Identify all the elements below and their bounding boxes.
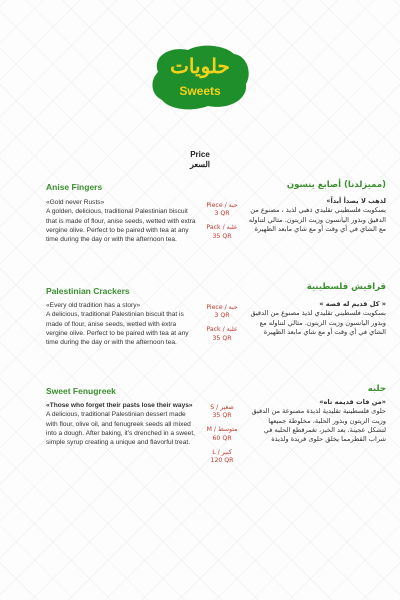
item-title-en: Palestinian Crackers (46, 286, 130, 296)
price-unit: Piece / حبة (206, 202, 238, 209)
price-unit: L / كبير (212, 448, 232, 456)
price-unit: Piece / حبة (206, 304, 238, 311)
item-desc-en: A delicious, traditional Palestinian dessert made with flour, olive oil, and fenugreek seeds all mixed into a dough. After baking, it's drenched in a sweet, simple syrup creating a unique and flavorful treat. (46, 411, 195, 447)
item-quote-ar: « كل قديم له قصه » (319, 300, 386, 308)
sweets-logo (148, 44, 252, 110)
item-quote-en: «Gold never Rusts» (46, 199, 105, 206)
item-quote-ar: «من فات قديمه تاه» (319, 398, 386, 406)
price-unit: Pack / علبة (206, 224, 238, 232)
item-description-ar (248, 398, 386, 444)
item-desc-en: A delicious, traditional Palestinian biscuit that is made of flour, anise seeds, wetted with extra vergine olive. Perfect to be paired with tea at any time during the day or with the afternoon tea. (46, 311, 189, 347)
item-title-en: Sweet Fenugreek (46, 386, 116, 396)
item-desc-ar: بسكويت فلسطيني تقليدي ذهبي لذيذ ، مصنوع من الدقيق وبذور اليانسون وزيت الزيتون. مثالي لتناوله مع الشاي في أي وقت أو مع شاي مابعد الظهيرة (248, 206, 386, 233)
price-unit: S / صغير (210, 404, 234, 411)
price-amount: 60 QR (212, 434, 232, 442)
item-prices (196, 404, 248, 471)
price-amount: 120 QR (210, 457, 234, 465)
item-description-ar (248, 300, 386, 337)
item-description-en (46, 198, 196, 244)
price-amount: 35 QR (212, 412, 232, 420)
price-amount: 3 QR (214, 210, 230, 218)
item-quote-ar: لذهب لا يصدأ أبداً» (326, 197, 386, 205)
price-header-ar: السعر (189, 160, 211, 169)
price-unit: Pack / علبة (206, 326, 238, 334)
item-title-ar: قراقيش فلسطينية (306, 282, 386, 292)
logo-english-text: Sweets (179, 84, 221, 98)
item-quote-en: «Every old tradition has a story» (46, 302, 141, 309)
item-prices (196, 202, 248, 247)
price-amount: 35 QR (212, 334, 232, 342)
item-desc-en: A golden, delicious, traditional Palestinian biscuit that is made of flour, anise seeds, wetted with extra vergine olive. Perfect to be paired with tea at any time during the day or with the afternoon tea. (46, 208, 196, 244)
item-desc-ar: حلوى فلسطينية تقليدية لذيذة مصنوعة من الدقيق وزيت الزيتون وبذور الحلبة، مخلوطة جميعها لتشكل عجينة. بعد الخبز، تغمرقطع الحلبه في شراب القطرمما يخلق حلوى فريدة ولذيذة (251, 407, 386, 444)
item-prices (196, 304, 248, 349)
item-description-ar (248, 197, 386, 234)
price-unit: M / متوسط (206, 426, 238, 434)
item-quote-en: «Those who forget their pasts lose their ways» (46, 402, 193, 409)
item-title-ar: (مميزلدنا) أصابع ينسون (286, 180, 386, 190)
item-title-ar: حلبه (367, 384, 386, 394)
price-header (180, 150, 220, 170)
item-desc-ar: بسكويت فلسطيني تقليدي لذيذ مصنوع من الدقيق وبذور اليانسون وزيت الزيتون. مثالي لتناوله مع الشاي في أي وقت أو مع شاي مابعد الظهيرة (250, 309, 386, 336)
price-header-en: Price (190, 150, 210, 159)
item-title-en: Anise Fingers (46, 182, 103, 192)
price-amount: 3 QR (214, 312, 230, 320)
price-amount: 35 QR (212, 232, 232, 240)
item-description-en (46, 401, 196, 447)
item-description-en (46, 301, 196, 347)
logo-arabic-text: حلويات (170, 54, 230, 78)
